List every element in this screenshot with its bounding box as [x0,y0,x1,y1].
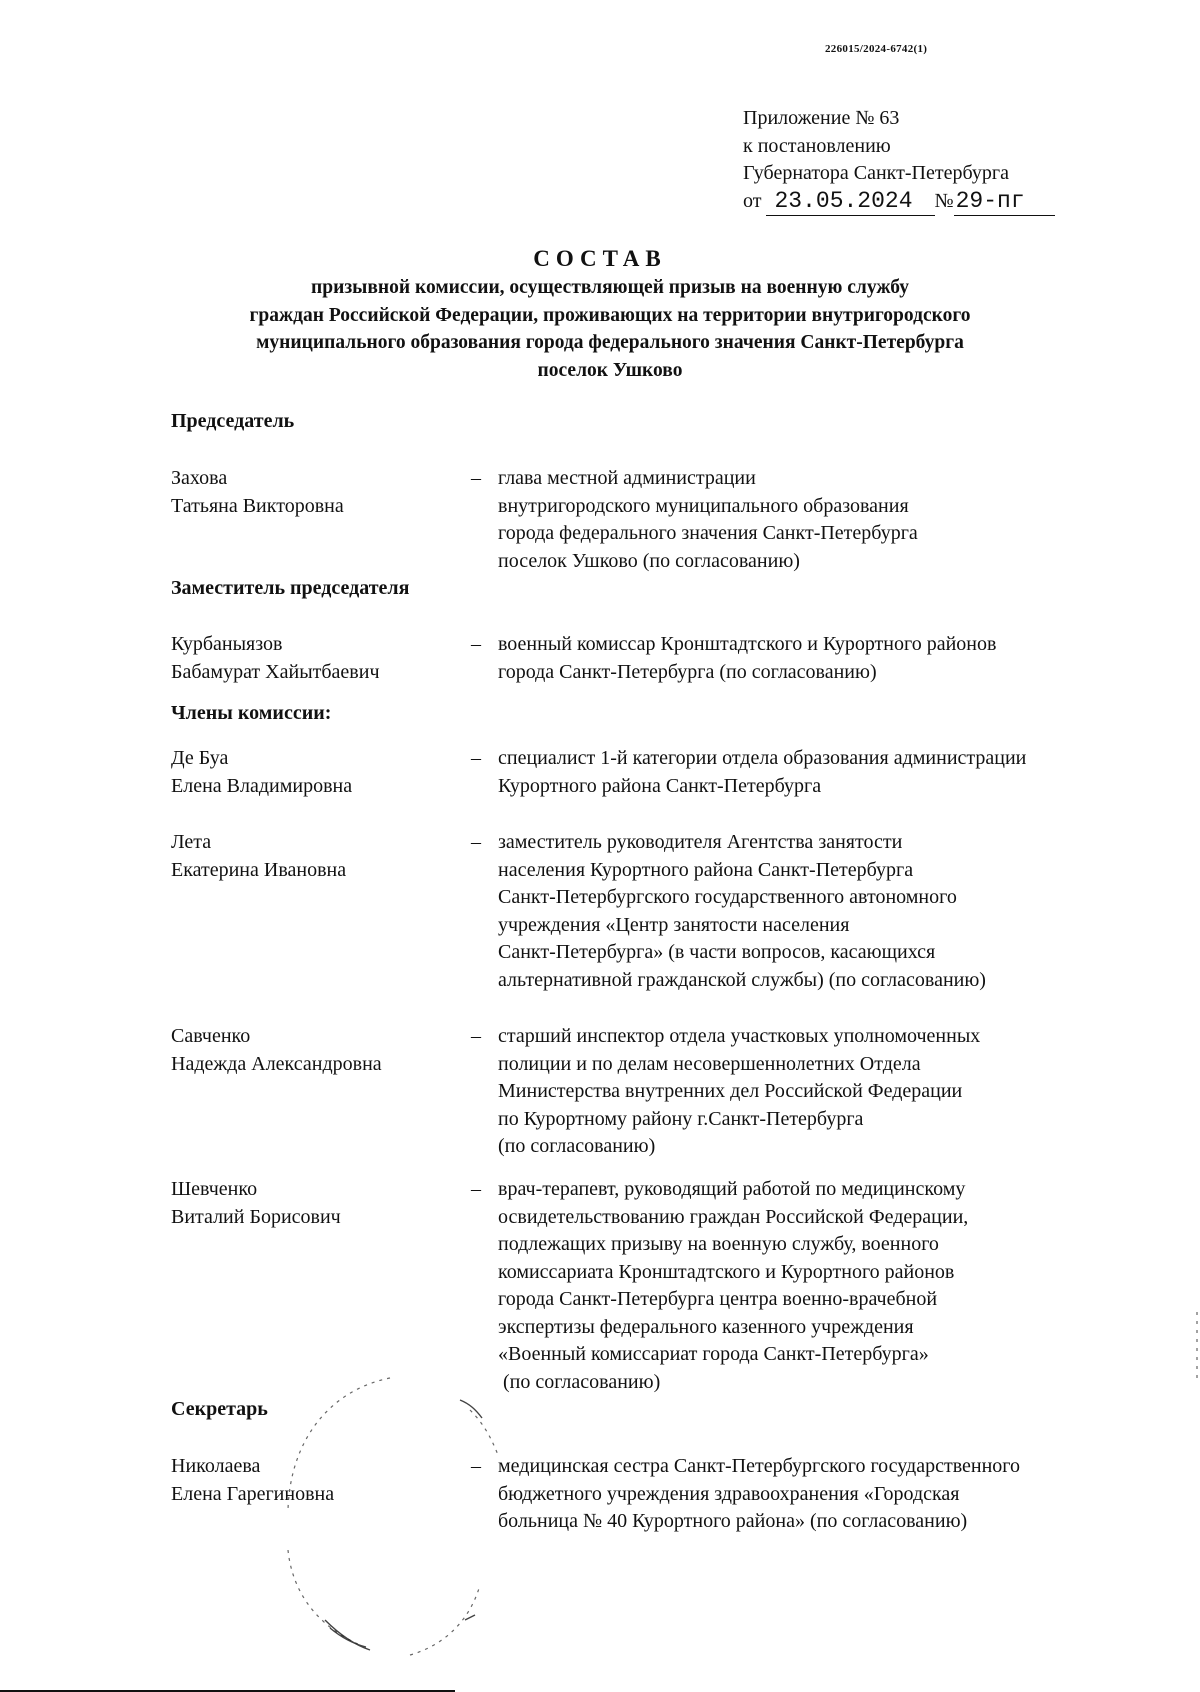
role-line: Курортного района Санкт-Петербурга [498,774,822,797]
role-line: военный комиссар Кронштадтского и Курортного районов [498,633,997,655]
person-role [498,829,1178,994]
person-role [498,465,1178,575]
subtitle-line: поселок Ушково [537,359,683,381]
person-role [498,1023,1178,1161]
person-name [171,1023,461,1078]
date-prefix: от [743,189,762,212]
surname: Савченко [171,1025,251,1047]
given-names: Екатерина Ивановна [171,858,347,881]
document-title: СОСТАВ [533,246,667,271]
role-line: альтернативной гражданской службы) (по согласованию) [498,968,986,991]
role-line: старший инспектор отдела участковых уполномоченных [498,1025,981,1047]
document-id: 226015/2024-6742(1) [825,43,928,55]
given-names: Виталий Борисович [171,1205,341,1228]
role-line: врач-терапевт, руководящий работой по медицинскому [498,1178,966,1200]
role-line: города Санкт-Петербурга центра военно-врачебной [498,1288,938,1310]
role-line: медицинская сестра Санкт-Петербургского государственного [498,1455,1021,1477]
stamp-impression [270,1370,530,1670]
role-line: внутригородского муниципального образования [498,494,909,517]
person-name [171,631,461,686]
role-line: населения Курортного района Санкт-Петербурга [498,858,914,881]
given-names: Елена Владимировна [171,774,353,797]
person-name [171,745,461,800]
role-line: (по согласованию) [498,1135,656,1157]
role-line: больница № 40 Курортного района» (по согласованию) [498,1510,968,1532]
person-name [171,465,461,520]
edge-dashes [1196,1312,1198,1382]
dash: – [471,747,481,769]
role-line: глава местной администрации [498,467,756,489]
role-line: города федерального значения Санкт-Петербурга [498,522,918,544]
subtitle-line: граждан Российской Федерации, проживающих на территории внутригородского [249,304,971,326]
role-line: освидетельствованию граждан Российской Федерации, [498,1205,969,1228]
given-names: Бабамурат Хайытбаевич [171,660,380,683]
subtitle-line: призывной комиссии, осуществляющей призыв на военную службу [311,277,909,298]
role-line: заместитель руководителя Агентства занятости [498,831,903,853]
document-subtitle [170,274,1050,384]
section-chairman: Председатель [171,410,295,432]
appendix-block [743,105,1055,216]
role-line: полиции и по делам несовершеннолетних Отдела [498,1052,921,1075]
role-line: экспертизы федерального казенного учреждения [498,1315,914,1338]
number-prefix: № [934,189,954,212]
surname: Лета [171,831,212,853]
dash: – [471,467,481,489]
given-names: Надежда Александровна [171,1052,382,1075]
dash: – [471,1178,481,1200]
decree-number: 29-пг [954,188,1055,217]
role-line: Министерства внутренних дел Российской Федерации [498,1080,963,1102]
dash: – [471,1025,481,1047]
subtitle-line: муниципального образования города федерального значения Санкт-Петербурга [256,332,964,353]
role-line: «Военный комиссариат города Санкт-Петербурга» [498,1343,929,1365]
section-deputy: Заместитель председателя [171,577,410,599]
role-line: города Санкт-Петербурга (по согласованию) [498,660,877,683]
decree-date: 23.05.2024 [766,188,934,217]
role-line: по Курортному району г.Санкт-Петербурга [498,1107,864,1130]
surname: Курбаныязов [171,633,283,655]
role-line: поселок Ушково (по согласованию) [498,549,800,572]
section-members: Члены комиссии: [171,702,332,724]
appendix-date-line [743,188,1055,217]
surname: Николаева [171,1455,261,1477]
given-names: Татьяна Викторовна [171,494,344,517]
role-line: комиссариата Кронштадтского и Курортного районов [498,1260,955,1283]
role-line: подлежащих призыву на военную службу, военного [498,1233,939,1255]
role-line: специалист 1-й категории отдела образования администрации [498,747,1027,769]
person-role [498,1453,1178,1536]
role-line: бюджетного учреждения здравоохранения «Городская [498,1482,960,1505]
scan-edge-mark [1196,1312,1198,1382]
person-name [171,829,461,884]
role-line: (по согласованию) [498,1370,661,1393]
appendix-number: Приложение № 63 [743,107,900,129]
dash: – [471,831,481,853]
person-role [498,1176,1178,1396]
person-role [498,745,1178,800]
appendix-reference: к постановлению [743,134,891,157]
dash: – [471,633,481,655]
appendix-authority: Губернатора Санкт-Петербурга [743,162,1009,184]
person-role [498,631,1178,686]
section-secretary: Секретарь [171,1398,268,1420]
surname: Де Буа [171,747,229,769]
person-name [171,1176,461,1231]
surname: Шевченко [171,1178,258,1200]
dash: – [471,1455,481,1477]
given-names: Елена Гарегиновна [171,1482,335,1505]
role-line: Санкт-Петербургского государственного автономного [498,886,957,908]
role-line: Санкт-Петербурга» (в части вопросов, касающихся [498,941,936,963]
role-line: учреждения «Центр занятости населения [498,913,850,936]
surname: Захова [171,467,228,489]
